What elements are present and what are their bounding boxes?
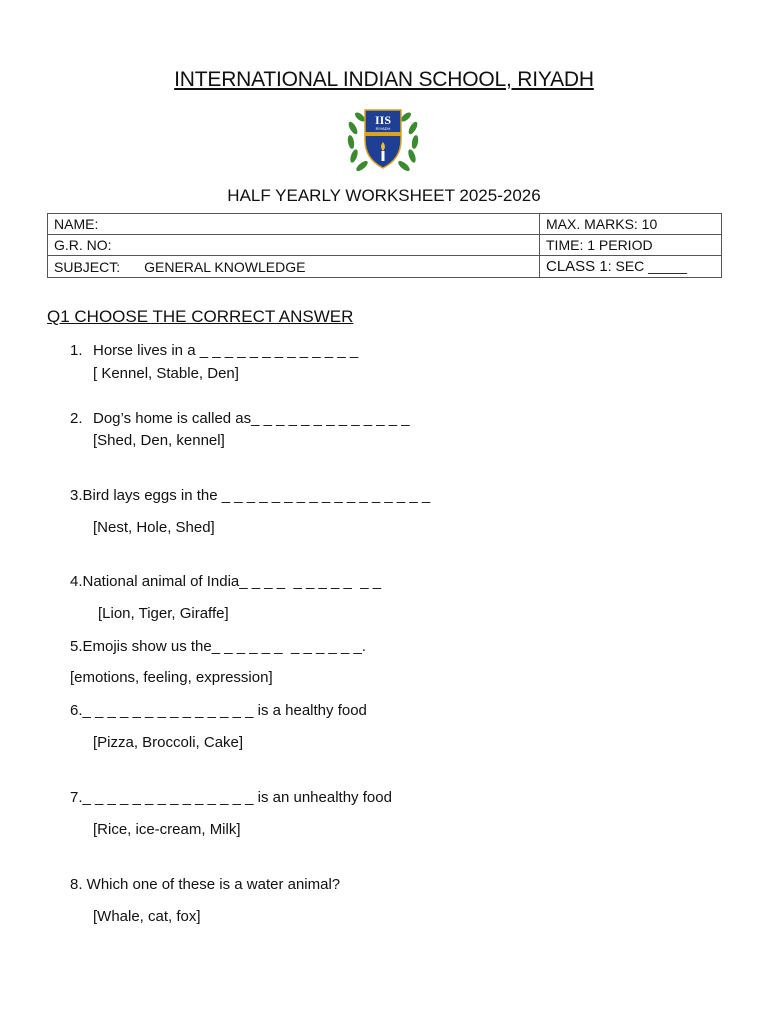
subject-cell [48, 256, 540, 278]
question-number: 1. [70, 342, 83, 359]
table-row [48, 214, 722, 235]
question-3-options: [Nest, Hole, Shed] [93, 519, 215, 536]
max-marks-cell [540, 214, 722, 235]
question-2-options: [Shed, Den, kennel] [93, 432, 225, 449]
question-1-options: [ Kennel, Stable, Den] [93, 365, 239, 382]
question-1-text: Horse lives in a _ _ _ _ _ _ _ _ _ _ _ _ _ [93, 342, 359, 359]
gr-number-cell[interactable] [48, 235, 540, 256]
subject-value: GENERAL KNOWLEDGE [144, 258, 306, 275]
subject-label: SUBJECT: [54, 258, 121, 275]
logo-subtext: RIYADH [375, 126, 391, 131]
question-6-options: [Pizza, Broccoli, Cake] [93, 734, 244, 751]
question-8-text: 8. Which one of these is a water animal? [70, 876, 341, 893]
question-5-options: [emotions, feeling, expression] [70, 669, 273, 686]
question-2-text: Dog’s home is called as_ _ _ _ _ _ _ _ _ _ _ _ _ [93, 410, 410, 427]
question-3-text: 3.Bird lays eggs in the _ _ _ _ _ _ _ _ _ _ _ _ _ _ _ _ _ [70, 487, 431, 504]
max-marks: MAX. MARKS: 10 [546, 216, 658, 232]
school-crest-laurel-icon [341, 102, 425, 176]
worksheet-title: HALF YEARLY WORKSHEET 2025-2026 [227, 186, 541, 205]
logo-text: IIS [374, 113, 392, 127]
time: TIME: 1 PERIOD [546, 237, 653, 253]
question-5-text: 5.Emojis show us the_ _ _ _ _ _ _ _ _ _ _ _. [70, 638, 367, 655]
table-row [48, 256, 722, 278]
name-label: NAME: [54, 216, 99, 232]
school-name: INTERNATIONAL INDIAN SCHOOL, RIYADH [174, 68, 594, 91]
question-6-text: 6._ _ _ _ _ _ _ _ _ _ _ _ _ _ is a healthy food [70, 702, 367, 719]
section-heading: Q1 CHOOSE THE CORRECT ANSWER [47, 307, 354, 326]
student-info-table [47, 213, 722, 278]
name-cell[interactable] [48, 214, 540, 235]
question-8-options: [Whale, cat, fox] [93, 908, 201, 925]
class-cell[interactable] [540, 256, 722, 278]
table-row [48, 235, 722, 256]
gr-label: G.R. NO: [54, 237, 112, 253]
question-7-options: [Rice, ice-cream, Milk] [93, 821, 241, 838]
time-cell [540, 235, 722, 256]
class-label: CLASS 1 [546, 258, 608, 275]
question-4-options: [Lion, Tiger, Giraffe] [98, 605, 229, 622]
section-blank: : SEC _____ [607, 258, 688, 274]
question-number: 2. [70, 410, 83, 427]
question-7-text: 7._ _ _ _ _ _ _ _ _ _ _ _ _ _ is an unhealthy food [70, 789, 392, 806]
question-4-text: 4.National animal of India_ _ _ _ _ _ _ _ _ _ _ [70, 573, 382, 590]
